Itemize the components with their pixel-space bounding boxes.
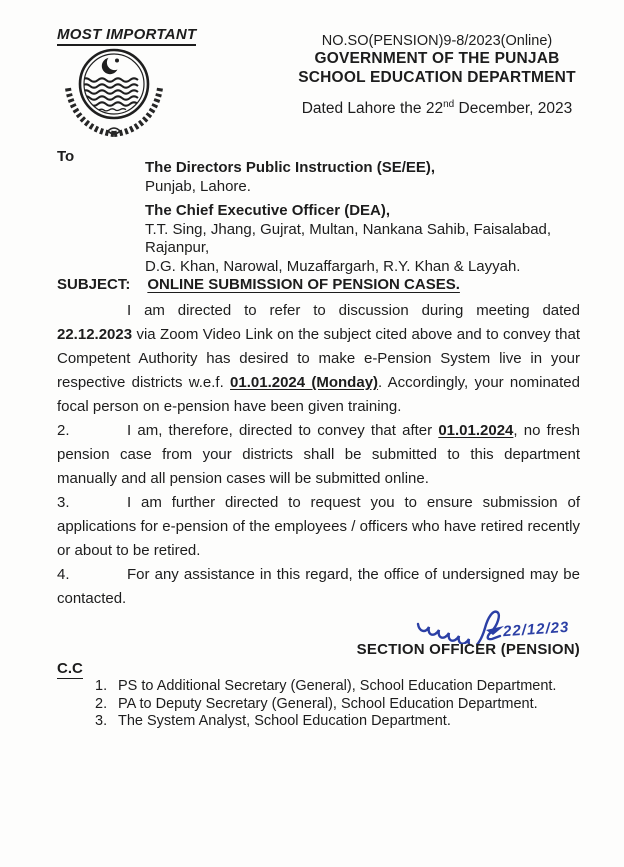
meeting-date: 22.12.2023 (57, 326, 133, 343)
recipient-title: The Chief Executive Officer (DEA), (145, 202, 391, 219)
paragraph-2: 2. I am, therefore, directed to convey that after 01.01.2024, no fresh pension case from your districts shall be submitted to this department manually and all pension cases will be submitted online. (57, 419, 580, 491)
reference-number: NO.SO(PENSION)9-8/2023(Online) (321, 33, 553, 49)
cc-label: C.C (57, 660, 83, 677)
signatory-designation: SECTION OFFICER (PENSION) (356, 641, 580, 658)
paragraph-number: 3. (57, 494, 70, 511)
letter-date: Dated Lahore the 22nd December, 2023 (301, 99, 573, 118)
cc-item: 3. The System Analyst, School Education Department. (95, 713, 451, 729)
date-ordinal: nd (443, 99, 455, 110)
recipient-line: Punjab, Lahore. (145, 177, 251, 195)
cc-item: 2. PA to Deputy Secretary (General), School Education Department. (95, 695, 538, 712)
letter-body (57, 299, 580, 611)
paragraph-1: I am directed to refer to discussion during meeting dated 22.12.2023 via Zoom Video Link on the subject cited above and to convey that Competent Authority has desired to make e-Pension System live in your respective districts w.e.f. 01.01.2024 (Monday). Accordingly, your nominated focal person on e-pension have been given training. (57, 302, 580, 415)
recipient-line: T.T. Sing, Jhang, Gujrat, Multan, Nankana Sahib, Faisalabad, Rajanpur, (145, 220, 552, 256)
subject-text: ONLINE SUBMISSION OF PENSION CASES. (147, 276, 460, 293)
punjab-government-crest-icon (58, 44, 170, 140)
paragraph-4: 4. For any assistance in this regard, the office of undersigned may be contacted. (57, 563, 580, 611)
recipient-title: The Directors Public Instruction (SE/EE), (145, 159, 436, 176)
subject-label: SUBJECT: (57, 276, 131, 293)
recipient-group-directors (145, 159, 585, 196)
cc-list (95, 678, 556, 731)
cc-item: 1. PS to Additional Secretary (General), School Education Department. (95, 678, 557, 694)
letterhead (294, 33, 580, 118)
recipient-group-ceo-dea (145, 202, 585, 276)
paragraph-number: 4. (57, 566, 70, 583)
handwritten-date: 22/12/23 (502, 618, 570, 641)
to-label: To (57, 148, 75, 165)
go-live-date: 01.01.2024 (Monday) (230, 374, 379, 391)
cutoff-date: 01.01.2024 (438, 422, 514, 439)
classification-stamp: MOST IMPORTANT (57, 26, 196, 46)
paragraph-3: 3. I am further directed to request you to ensure submission of applications for e-pension of the employees / officers who have retired recently or about to be retired. (57, 491, 580, 563)
department-name: SCHOOL EDUCATION DEPARTMENT (298, 69, 576, 86)
paragraph-number: 2. (57, 422, 70, 439)
subject-row (57, 276, 460, 293)
government-name: GOVERNMENT OF THE PUNJAB (314, 50, 560, 67)
recipient-list (145, 159, 585, 282)
recipient-line: D.G. Khan, Narowal, Muzaffargarh, R.Y. Khan & Layyah. (145, 257, 521, 275)
